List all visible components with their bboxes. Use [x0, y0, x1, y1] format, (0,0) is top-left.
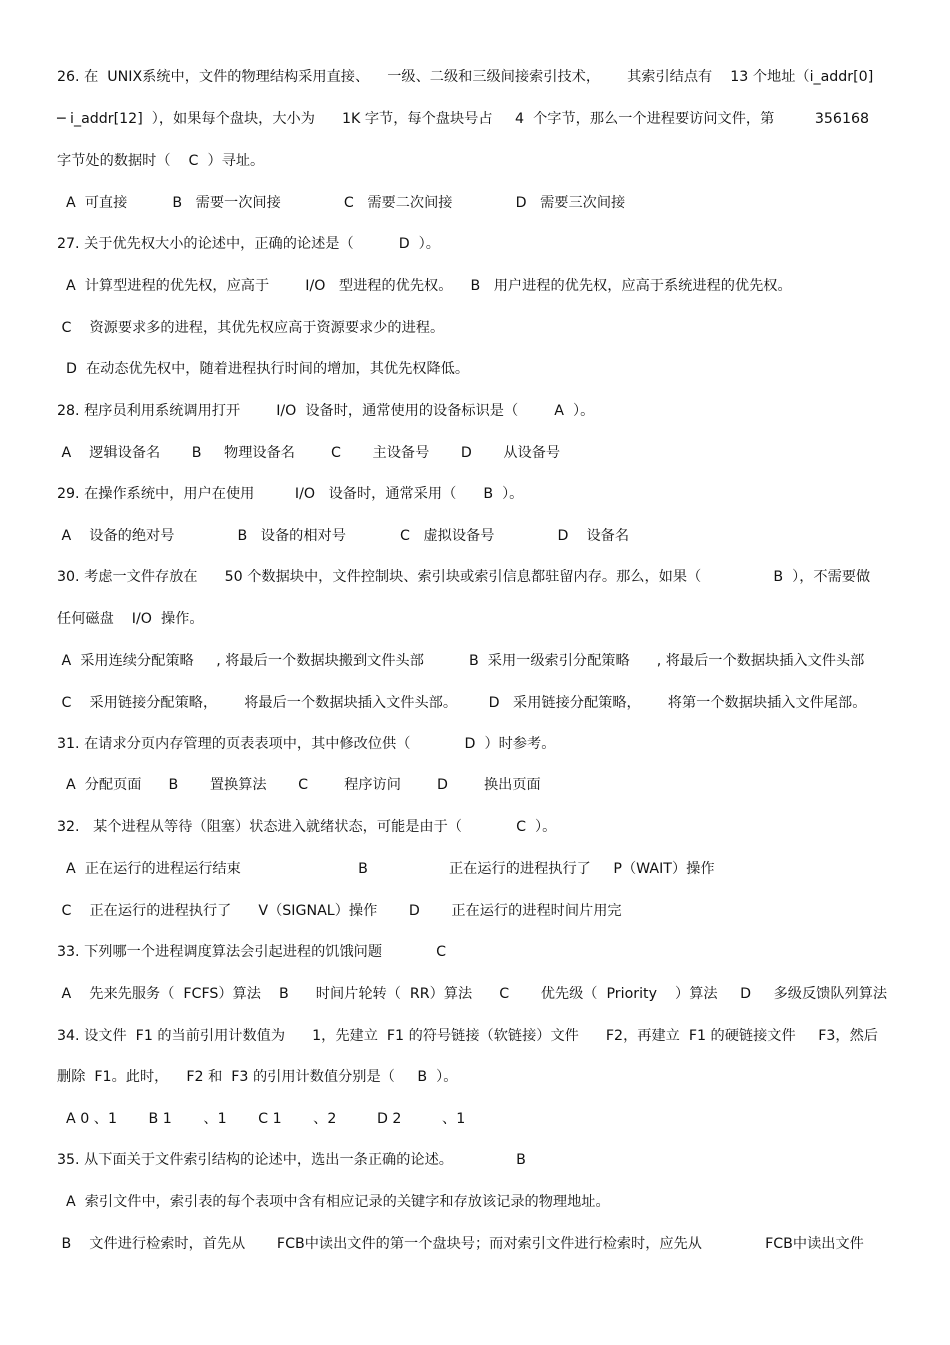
q33-options: A 先来先服务（ FCFS）算法 B 时间片轮转（ RR）算法 C 优先级（ Priority ）算法 D 多级反馈队列算法 [57, 986, 888, 1002]
q26-options: A 可直接 B 需要一次间接 C 需要二次间接 D 需要三次间接 [57, 195, 626, 211]
q30-options-ab: A 采用连续分配策略 , 将最后一个数据块搬到文件头部 B 采用一级索引分配策略 , 将最后一个数据块插入文件头部 [57, 653, 865, 669]
q26-line-3: 字节处的数据时（ C ）寻址。 [57, 153, 265, 169]
q27-options-ab: A 计算型进程的优先权，应高于 I/O 型进程的优先权。 B 用户进程的优先权，应高于系统进程的优先权。 [57, 278, 792, 294]
q29-stem: 29. 在操作系统中，用户在使用 I/O 设备时，通常采用（ B ）。 [57, 486, 524, 502]
q30-options-cd: C 采用链接分配策略， 将最后一个数据块插入文件头部。 D 采用链接分配策略， 将第一个数据块插入文件尾部。 [57, 695, 867, 711]
q31-options: A 分配页面 B 置换算法 C 程序访问 D 换出页面 [57, 777, 541, 793]
q26-line-1: 26. 在 UNIX系统中，文件的物理结构采用直接、 一级、二级和三级间接索引技术， 其索引结点有 13 个地址（i_addr[0] [57, 69, 874, 85]
q26-line-2: ─ i_addr[12] ），如果每个盘块，大小为 1K 字节，每个盘块号占 4 个字节，那么一个进程要访问文件，第 356168 [57, 111, 870, 127]
q28-options: A 逻辑设备名 B 物理设备名 C 主设备号 D 从设备号 [57, 445, 561, 461]
q32-stem: 32. 某个进程从等待（阻塞）状态进入就绪状态，可能是由于（ C ）。 [57, 819, 557, 835]
q27-option-c: C 资源要求多的进程，其优先权应高于资源要求少的进程。 [57, 320, 445, 336]
q27-stem: 27. 关于优先权大小的论述中，正确的论述是（ D ）。 [57, 236, 440, 252]
q28-stem: 28. 程序员利用系统调用打开 I/O 设备时，通常使用的设备标识是（ A ）。 [57, 403, 595, 419]
q32-options-ab: A 正在运行的进程运行结束 B 正在运行的进程执行了 P（WAIT）操作 [57, 861, 715, 877]
q35-option-a: A 索引文件中，索引表的每个表项中含有相应记录的关键字和存放该记录的物理地址。 [57, 1194, 610, 1210]
q30-line-2: 任何磁盘 I/O 操作。 [57, 611, 204, 627]
q31-stem: 31. 在请求分页内存管理的页表表项中，其中修改位供（ D ）时参考。 [57, 736, 556, 752]
q34-options: A 0 、1 B 1 、1 C 1 、2 D 2 、1 [57, 1111, 466, 1127]
q35-option-b: B 文件进行检索时，首先从 FCB中读出文件的第一个盘块号；而对索引文件进行检索时，应先从 FCB中读出文件 [57, 1236, 864, 1252]
q32-options-cd: C 正在运行的进程执行了 V（SIGNAL）操作 D 正在运行的进程时间片用完 [57, 903, 622, 919]
q29-options: A 设备的绝对号 B 设备的相对号 C 虚拟设备号 D 设备名 [57, 528, 630, 544]
q35-stem: 35. 从下面关于文件索引结构的论述中，选出一条正确的论述。 B [57, 1152, 526, 1168]
q34-line-1: 34. 设文件 F1 的当前引用计数值为 1，先建立 F1 的符号链接（软链接）文件 F2，再建立 F1 的硬链接文件 F3，然后 [57, 1028, 878, 1044]
q30-line-1: 30. 考虑一文件存放在 50 个数据块中，文件控制块、索引块或索引信息都驻留内存。那么，如果（ B ），不需要做 [57, 569, 871, 585]
q27-option-d: D 在动态优先权中，随着进程执行时间的增加，其优先权降低。 [57, 361, 470, 377]
q33-stem: 33. 下列哪一个进程调度算法会引起进程的饥饿问题 C [57, 944, 447, 960]
q34-line-2: 删除 F1。此时， F2 和 F3 的引用计数值分别是（ B ）。 [57, 1069, 458, 1085]
